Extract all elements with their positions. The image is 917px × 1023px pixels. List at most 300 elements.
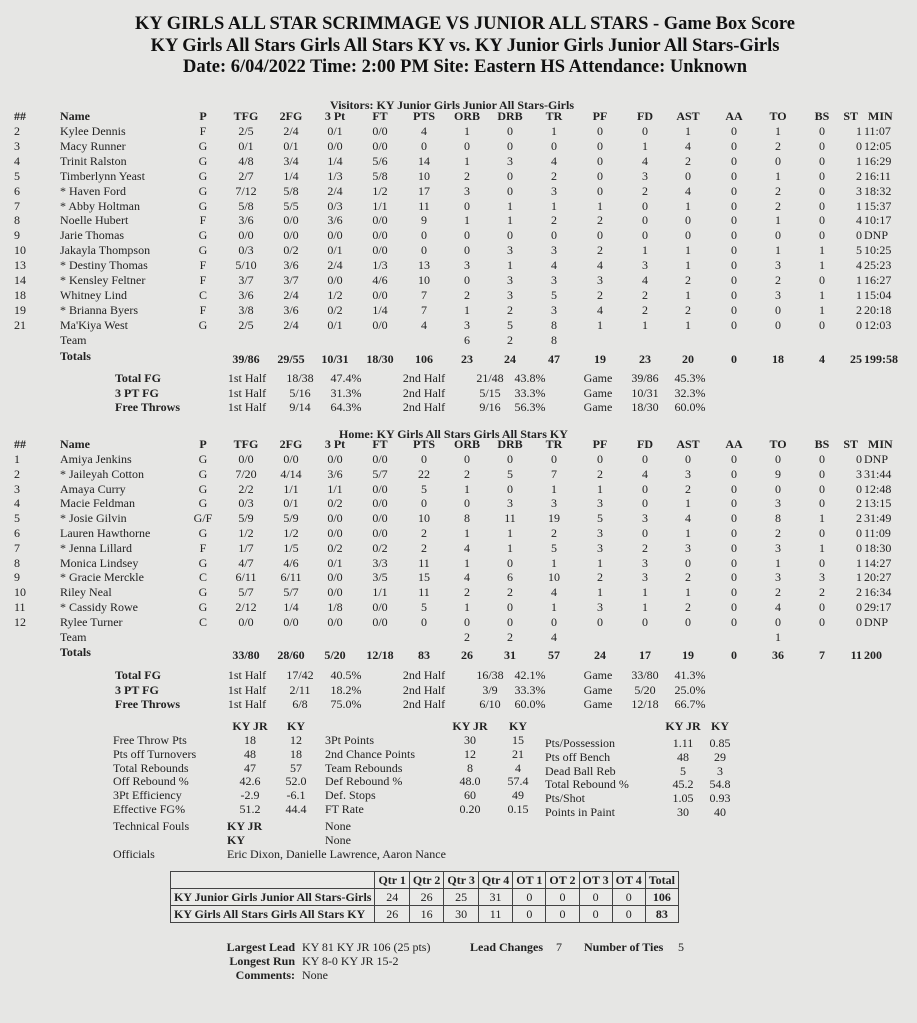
stat-cell: 0 (685, 228, 691, 243)
stat-cell: 5/9 (283, 511, 299, 526)
player-name: Amaya Curry (60, 481, 126, 496)
player-name: Macy Runner (60, 138, 126, 153)
linescore-row (171, 906, 679, 923)
stat-label: Dead Ball Reb (545, 763, 616, 778)
period-score: 11 (478, 906, 512, 923)
stat-cell: 0 (819, 124, 825, 138)
stat-cell: 0/1 (238, 138, 254, 153)
split-value: 9/16 (479, 400, 501, 415)
stat-cell: 11 (418, 585, 430, 600)
stat-cell: 3/3 (372, 555, 388, 570)
stat-cell: 2/4 (327, 183, 343, 198)
linescore-header (171, 872, 679, 889)
stat-label: Team Rebounds (325, 760, 403, 775)
stat-cell: 2 (775, 273, 781, 287)
stat-cell: 0 (775, 614, 781, 629)
stat-value: -2.9 (240, 788, 260, 803)
stat-cell: 16:27 (864, 273, 892, 287)
stat-cell: 0 (819, 183, 825, 198)
stat-cell: 1 (597, 585, 603, 600)
stat-cell: 31:44 (864, 466, 892, 481)
stat-cell: 0/0 (327, 570, 343, 585)
stat-cell: 1 (464, 213, 470, 228)
stat-value: 51.2 (239, 802, 261, 816)
stat-cell: 1 (507, 258, 513, 273)
stat-cell: 1 (551, 124, 557, 138)
stat-cell: 0/2 (327, 540, 343, 555)
total-cell: 23 (639, 351, 651, 366)
stat-cell: 4/6 (372, 273, 388, 287)
stat-cell: 0 (685, 555, 691, 570)
stat-cell: 0 (597, 614, 603, 629)
stat-cell: 0 (464, 243, 470, 258)
stat-value: 5 (680, 763, 686, 778)
stat-cell: 0 (775, 317, 781, 332)
stat-value: 60 (464, 788, 476, 803)
period-header: Qtr 2 (409, 872, 443, 889)
stat-cell: G (198, 481, 208, 496)
stat-cell: 12 (14, 614, 26, 629)
stat-cell: 0/0 (327, 228, 343, 243)
split-value: 47.4% (330, 371, 362, 386)
stat-cell: 1 (856, 153, 862, 168)
stat-cell: G (198, 168, 208, 183)
stat-value: 15 (512, 733, 524, 747)
stat-cell: 0 (597, 168, 603, 183)
stat-cell: 0/0 (372, 452, 388, 466)
stat-cell: 0 (421, 614, 427, 629)
stat-cell: 6/11 (235, 570, 257, 585)
stat-cell: 14 (14, 273, 26, 287)
column-header: AA (725, 109, 743, 123)
stat-cell: 0 (464, 228, 470, 243)
stat-cell: 4 (464, 570, 470, 585)
period-header (171, 872, 375, 889)
split-value: 5/15 (479, 385, 501, 400)
linescore-row (171, 889, 679, 906)
matchup-title: KY Girls All Stars Girls All Stars KY vs. KY Junior Girls Junior All Stars-Girls (150, 36, 780, 56)
stat-cell: 1 (507, 198, 513, 213)
stat-cell: 0 (731, 124, 737, 138)
stat-cell: G/F (193, 511, 213, 526)
stat-cell: 0 (731, 198, 737, 213)
stat-cell: 1 (856, 124, 862, 138)
split-value: 1st Half (227, 697, 267, 712)
stat-cell: 0/2 (283, 243, 299, 258)
stat-cell: 1 (856, 287, 862, 302)
stat-cell: 0 (464, 273, 470, 287)
stat-cell: 1 (685, 496, 691, 511)
stat-cell: 0 (642, 496, 648, 511)
stat-cell: 4/6 (283, 555, 299, 570)
stat-cell: 7 (421, 302, 427, 317)
stat-cell: 0 (731, 258, 737, 273)
stat-cell: 8 (14, 555, 20, 570)
linescore-table (170, 871, 679, 923)
total-cell: 11 (850, 648, 862, 663)
stat-cell: 19 (14, 302, 26, 317)
stat-value: 30 (677, 805, 689, 819)
stat-cell: 0 (551, 138, 557, 153)
stat-cell: 0/3 (238, 496, 254, 511)
stat-cell: 1 (819, 258, 825, 273)
split-value: 2nd Half (402, 668, 446, 683)
stat-cell: G (198, 183, 208, 198)
stat-cell: 0 (775, 481, 781, 496)
split-label: 3 PT FG (115, 385, 159, 400)
total-cell: 18/30 (366, 351, 394, 366)
total-cell: 0 (731, 351, 737, 366)
technical-fouls-value: None (325, 833, 351, 847)
column-header: TFG (233, 109, 259, 123)
stat-cell: 5/8 (372, 168, 388, 183)
column-header: P (199, 109, 207, 123)
player-name: Amiya Jenkins (60, 452, 132, 466)
stat-cell: 9 (421, 213, 427, 228)
period-score: 0 (612, 906, 645, 923)
stat-cell: 0 (731, 213, 737, 228)
stat-cell: 0 (685, 213, 691, 228)
stat-value: 57.4 (507, 774, 529, 789)
stat-cell: 5/9 (238, 511, 254, 526)
stat-cell: 4 (642, 466, 648, 481)
stat-cell: F (199, 213, 207, 228)
stat-value: 44.4 (285, 802, 307, 816)
stat-cell: 3 (507, 273, 513, 287)
stat-cell: 0 (819, 138, 825, 153)
total-cell: 31 (504, 648, 516, 663)
stat-cell: G (198, 600, 208, 614)
column-header: TO (769, 437, 787, 451)
stat-cell: 0 (731, 614, 737, 629)
split-value: 2nd Half (402, 400, 446, 415)
stat-cell: 5/8 (283, 183, 299, 198)
stat-cell: 9 (14, 570, 20, 585)
stat-cell: 11 (14, 600, 26, 614)
stat-cell: 4 (464, 540, 470, 555)
stat-cell: 10 (14, 585, 26, 600)
stat-cell: 3 (597, 540, 603, 555)
technical-fouls-label: Technical Fouls (113, 819, 190, 833)
lead-changes-value: 7 (556, 940, 562, 954)
report-title: KY GIRLS ALL STAR SCRIMMAGE VS JUNIOR ALL STARS - Game Box Score (135, 14, 795, 34)
total-cell: 5/20 (324, 648, 346, 663)
split-value: 33.3% (514, 682, 546, 697)
stat-cell: 18 (14, 287, 26, 302)
total-cell: 24 (594, 648, 606, 663)
player-name: * Haven Ford (60, 183, 126, 198)
stat-cell: 0/0 (283, 452, 299, 466)
stat-cell: 0 (731, 526, 737, 540)
split-label: Total FG (115, 371, 161, 386)
stat-label: Total Rebound % (545, 777, 629, 792)
stat-cell: 0 (421, 452, 427, 466)
stat-cell: 7/12 (235, 183, 257, 198)
total-cell: 12/18 (366, 648, 394, 663)
split-value: 2/11 (289, 682, 311, 697)
column-header: FD (637, 437, 653, 451)
stat-cell: 1/2 (372, 183, 388, 198)
player-name: Kylee Dennis (60, 124, 126, 138)
stat-cell: 3 (685, 466, 691, 481)
stat-cell: 2 (775, 138, 781, 153)
stat-cell: 2 (819, 585, 825, 600)
stat-cell: 7 (14, 198, 20, 213)
stat-cell: 0/0 (372, 287, 388, 302)
totals-label: Totals (60, 645, 91, 660)
column-header: ## (14, 109, 26, 123)
stat-cell: 0/0 (283, 228, 299, 243)
stat-cell: 5 (507, 317, 513, 332)
period-score: 106 (645, 889, 678, 906)
stat-cell: 7 (421, 287, 427, 302)
stat-cell: 3/6 (283, 302, 299, 317)
column-header: TO (769, 109, 787, 123)
stat-cell: 1 (642, 600, 648, 614)
stat-cell: 6/11 (280, 570, 302, 585)
stat-cell: 0 (819, 317, 825, 332)
stat-cell: 1 (775, 243, 781, 258)
column-header: P (199, 437, 207, 451)
stat-cell: 0/0 (372, 213, 388, 228)
split-value: 2nd Half (402, 371, 446, 386)
stat-value: 48 (244, 746, 256, 761)
stat-cell: 0 (819, 168, 825, 183)
stat-cell: 0 (507, 168, 513, 183)
stat-cell: 0/0 (238, 228, 254, 243)
stat-cell: 17 (418, 183, 430, 198)
stat-cell: 0 (731, 228, 737, 243)
stat-cell: 0 (507, 228, 513, 243)
stat-cell: 1 (685, 585, 691, 600)
stat-value: 0.93 (709, 791, 731, 806)
stat-cell: 2 (775, 183, 781, 198)
stat-label: Pts off Bench (545, 749, 611, 764)
player-name: * Jenna Lillard (60, 540, 132, 555)
column-header: TR (545, 437, 563, 451)
stat-cell: 0/0 (372, 511, 388, 526)
stat-cell: 0 (685, 614, 691, 629)
stat-cell: 0 (551, 452, 557, 466)
stat-cell: 0 (731, 302, 737, 317)
stat-cell: 4 (421, 124, 427, 138)
stat-cell: 3 (642, 258, 648, 273)
stat-cell: 8 (464, 511, 470, 526)
column-header: ORB (453, 109, 481, 123)
stat-cell: 1 (685, 243, 691, 258)
stat-cell: 0 (775, 302, 781, 317)
stat-cell: 0 (856, 614, 862, 629)
total-cell: 10/31 (321, 351, 349, 366)
stat-cell: 1 (551, 600, 557, 614)
stat-cell: 2 (856, 496, 862, 511)
player-name: Whitney Lind (60, 287, 127, 302)
stat-cell: 1/5 (283, 540, 299, 555)
stat-cell: 0 (856, 600, 862, 614)
stat-cell: 1 (642, 317, 648, 332)
player-name: Noelle Hubert (60, 213, 129, 228)
stat-cell: 2 (14, 124, 20, 138)
stat-cell: 1 (507, 213, 513, 228)
stat-cell: 5/6 (372, 153, 388, 168)
stat-cell: 2 (464, 585, 470, 600)
total-cell: 19 (594, 351, 606, 366)
stat-value: 0.85 (709, 736, 731, 750)
column-header: TR (545, 109, 563, 123)
column-header: BS (814, 109, 830, 123)
stat-cell: 2/5 (238, 317, 254, 332)
split-value: 1st Half (227, 385, 267, 400)
stat-cell: 0 (856, 138, 862, 153)
player-name: * Abby Holtman (60, 198, 140, 213)
split-value: 2nd Half (402, 682, 446, 697)
stat-cell: 0 (731, 287, 737, 302)
stat-cell: F (199, 124, 207, 138)
stat-cell: 2/5 (238, 124, 254, 138)
period-score: 0 (513, 889, 546, 906)
stat-cell: 0 (856, 481, 862, 496)
period-score: 24 (375, 889, 409, 906)
total-cell: 29/55 (277, 351, 305, 366)
stat-cell: 1/4 (327, 153, 343, 168)
period-score: 30 (444, 906, 478, 923)
stat-cell: 2/7 (238, 168, 254, 183)
stat-cell: 1/7 (238, 540, 254, 555)
stat-cell: G (198, 555, 208, 570)
stat-cell: DNP (864, 614, 889, 629)
stat-cell: 2 (551, 526, 557, 540)
stat-cell: 1 (551, 198, 557, 213)
stat-cell: 3 (551, 243, 557, 258)
stat-cell: 2 (642, 183, 648, 198)
stat-cell: 10 (418, 168, 430, 183)
total-cell: 199:58 (864, 351, 898, 366)
player-name: * Destiny Thomas (60, 258, 148, 273)
stat-cell: 0 (421, 243, 427, 258)
player-name: * Josie Gilvin (60, 511, 127, 526)
stat-cell: 4 (856, 258, 862, 273)
stat-cell: 0 (731, 168, 737, 183)
stat-label: 3Pt Efficiency (113, 788, 182, 803)
stat-cell: 0/3 (327, 198, 343, 213)
total-cell: 200 (864, 648, 882, 663)
player-name: Jakayla Thompson (60, 243, 151, 258)
stat-cell: G (198, 526, 208, 540)
stat-cell: 5 (551, 540, 557, 555)
column-header: PTS (412, 437, 436, 451)
stat-cell: 2 (775, 585, 781, 600)
stat-cell: 0 (507, 481, 513, 496)
split-value: 18/30 (631, 400, 659, 415)
stat-cell: 3 (551, 496, 557, 511)
stat-cell: 0 (775, 228, 781, 243)
stat-cell: 4 (551, 258, 557, 273)
stat-cell: 0 (731, 540, 737, 555)
stat-cell: 7/20 (235, 466, 257, 481)
stat-cell: 14:27 (864, 555, 892, 570)
column-header: PTS (412, 109, 436, 123)
stat-label: Def Rebound % (325, 774, 403, 789)
total-cell: 4 (819, 351, 825, 366)
stat-cell: 1 (685, 287, 691, 302)
stat-cell: 18:30 (864, 540, 892, 555)
period-header: Qtr 1 (375, 872, 409, 889)
stat-cell: DNP (864, 228, 889, 243)
stat-cell: 2 (685, 153, 691, 168)
stat-cell: 3 (642, 511, 648, 526)
stat-cell: 1 (642, 243, 648, 258)
split-value: 60.0% (514, 697, 546, 712)
stat-cell: 0/1 (283, 496, 299, 511)
total-cell: 24 (504, 351, 516, 366)
column-header: AA (725, 437, 743, 451)
period-score: 31 (478, 889, 512, 906)
stat-cell: 0/0 (372, 317, 388, 332)
stat-cell: 1 (597, 481, 603, 496)
stat-cell: 2/4 (283, 124, 299, 138)
stat-cell: 4 (642, 153, 648, 168)
stat-cell: 3 (464, 183, 470, 198)
column-header: Name (60, 437, 90, 451)
stat-cell: 3 (14, 481, 20, 496)
stat-cell: 0 (819, 198, 825, 213)
column-header: FT (372, 109, 388, 123)
stat-cell: 2 (597, 213, 603, 228)
stat-cell: 2 (685, 600, 691, 614)
stat-cell: 4/8 (238, 153, 254, 168)
stat-label: Pts/Shot (545, 791, 586, 806)
stat-cell: 1/4 (283, 168, 299, 183)
column-header: KY (287, 719, 305, 733)
stat-cell: 0/0 (372, 614, 388, 629)
column-header: KY JR (232, 719, 268, 733)
stat-cell: 0 (731, 243, 737, 258)
stat-cell: 1 (551, 481, 557, 496)
stat-cell: 22 (418, 466, 430, 481)
stat-cell: 1 (642, 138, 648, 153)
stat-cell: 3 (551, 273, 557, 287)
stat-cell: 5 (14, 511, 20, 526)
stat-cell: 12:03 (864, 317, 892, 332)
stat-cell: 0/2 (327, 302, 343, 317)
stat-cell: 2 (642, 302, 648, 317)
stat-value: 30 (464, 733, 476, 747)
stat-cell: 1 (775, 629, 781, 644)
stat-cell: 4 (551, 585, 557, 600)
stat-value: 4 (515, 760, 521, 775)
stat-cell: C (198, 614, 208, 629)
team-label: Team (60, 332, 87, 347)
split-value: 12/18 (631, 697, 659, 712)
stat-cell: 29:17 (864, 600, 892, 614)
stat-cell: 8 (551, 317, 557, 332)
total-cell: 17 (639, 648, 651, 663)
stat-cell: 3 (642, 555, 648, 570)
split-value: 9/14 (289, 400, 311, 415)
split-value: 5/16 (289, 385, 311, 400)
stat-cell: 0 (642, 228, 648, 243)
stat-cell: 3 (551, 302, 557, 317)
split-value: 3/9 (482, 682, 498, 697)
stat-cell: G (198, 153, 208, 168)
stat-cell: G (198, 243, 208, 258)
stat-cell: 14 (418, 153, 430, 168)
stat-value: 0.15 (507, 802, 529, 816)
stat-cell: 9 (775, 466, 781, 481)
stat-cell: 0 (819, 600, 825, 614)
comments-label: Comments: (235, 968, 295, 982)
team-label: Team (60, 629, 87, 644)
